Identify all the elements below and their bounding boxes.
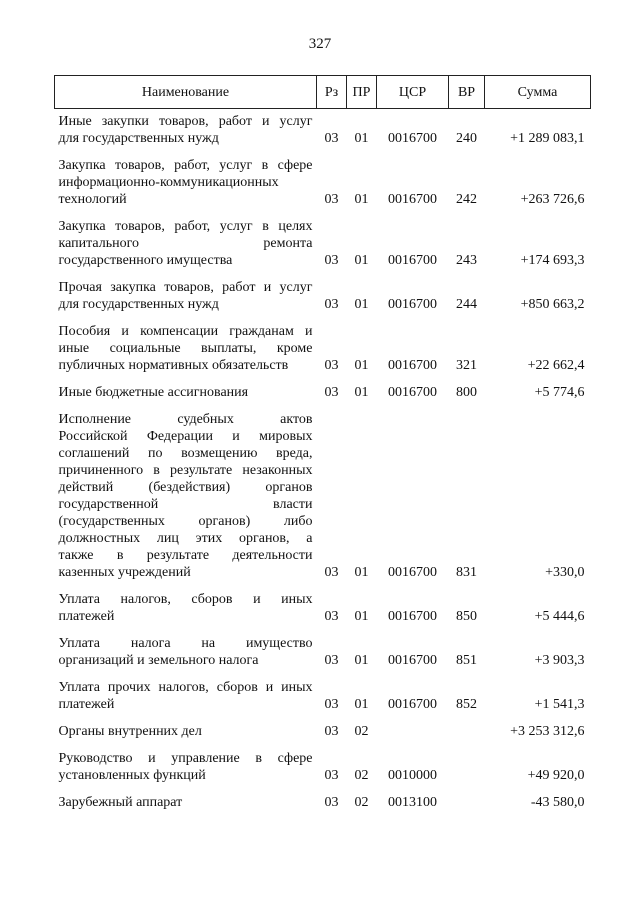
- row-name-line: капитального ремонта: [58, 236, 313, 251]
- row-name-line: государственной власти: [58, 497, 313, 512]
- row-sum-cell: -43 580,0: [530, 795, 585, 810]
- row-vr-cell: 240: [456, 131, 477, 146]
- row-csr-cell: 0016700: [388, 131, 437, 146]
- row-name-line: Зарубежный аппарат: [58, 795, 183, 810]
- row-pr-cell: 02: [354, 768, 369, 783]
- row-rz-cell: 03: [324, 795, 339, 810]
- row-name-line: Закупка товаров, работ, услуг в сфере: [58, 158, 313, 173]
- row-csr-cell: 0016700: [388, 385, 437, 400]
- row-pr-cell: 01: [354, 385, 369, 400]
- row-pr-cell: 01: [354, 192, 369, 207]
- row-name-cell: [55, 746, 317, 790]
- row-rz-cell: 03: [324, 609, 339, 624]
- column-header-csr: ЦСР: [377, 76, 449, 109]
- row-vr-cell: 242: [456, 192, 477, 207]
- row-sum-cell: +174 693,3: [520, 253, 585, 268]
- row-vr-cell: 851: [456, 653, 477, 668]
- row-name-line: для государственных нужд: [58, 131, 219, 146]
- row-name-cell: [55, 719, 317, 746]
- row-csr-cell: 0016700: [388, 653, 437, 668]
- row-name-line: соглашений по возмещению вреда,: [58, 446, 313, 461]
- column-header-sum: Сумма: [485, 76, 591, 109]
- row-sum-cell: +5 444,6: [534, 609, 585, 624]
- table-row: [55, 214, 591, 275]
- table-row: [55, 587, 591, 631]
- table-row: [55, 407, 591, 587]
- row-name-cell: [55, 319, 317, 380]
- row-name-line: причиненного в результате незаконных: [58, 463, 313, 478]
- row-pr-cell: 01: [354, 253, 369, 268]
- row-pr-cell: 02: [354, 724, 369, 739]
- row-name-cell: [55, 790, 317, 817]
- table-header-row: [55, 76, 591, 109]
- row-csr-cell: 0016700: [388, 565, 437, 580]
- row-rz-cell: 03: [324, 565, 339, 580]
- row-name-line: казенных учреждений: [58, 565, 191, 580]
- row-rz-cell: 03: [324, 768, 339, 783]
- row-pr-cell: 01: [354, 565, 369, 580]
- row-sum-cell: +3 903,3: [534, 653, 585, 668]
- row-csr-cell: 0016700: [388, 358, 437, 373]
- row-name-line: Уплата прочих налогов, сборов и иных: [58, 680, 313, 695]
- row-vr-cell: 243: [456, 253, 477, 268]
- table-body: [55, 109, 591, 818]
- row-name-cell: [55, 109, 317, 154]
- row-name-cell: [55, 275, 317, 319]
- row-sum-cell: +263 726,6: [520, 192, 585, 207]
- row-pr-cell: 02: [354, 795, 369, 810]
- row-rz-cell: 03: [324, 724, 339, 739]
- row-name-line: Уплата налогов, сборов и иных: [58, 592, 313, 607]
- column-header-vr: ВР: [449, 76, 485, 109]
- row-name-line: установленных функций: [58, 768, 206, 783]
- table-row: [55, 746, 591, 790]
- budget-table-container: [54, 75, 590, 817]
- table-row: [55, 675, 591, 719]
- row-name-line: также в результате деятельности: [58, 548, 313, 563]
- row-name-line: Органы внутренних дел: [58, 724, 202, 739]
- row-name-line: иные социальные выплаты, кроме: [58, 341, 313, 356]
- row-pr-cell: 01: [354, 358, 369, 373]
- row-name-line: должностных лиц этих органов, а: [58, 531, 313, 546]
- row-name-cell: [55, 587, 317, 631]
- row-name-line: Руководство и управление в сфере: [58, 751, 313, 766]
- row-name-cell: [55, 631, 317, 675]
- row-csr-cell: 0010000: [388, 768, 437, 783]
- table-row: [55, 380, 591, 407]
- row-rz-cell: 03: [324, 358, 339, 373]
- row-name-line: Исполнение судебных актов: [58, 412, 313, 427]
- row-name-line: организаций и земельного налога: [58, 653, 259, 668]
- row-name-cell: [55, 153, 317, 214]
- table-row: [55, 275, 591, 319]
- row-csr-cell: 0016700: [388, 192, 437, 207]
- row-rz-cell: 03: [324, 653, 339, 668]
- row-name-line: действий (бездействия) органов: [58, 480, 313, 495]
- table-row: [55, 319, 591, 380]
- table-row: [55, 109, 591, 154]
- row-name-line: Российской Федерации и мировых: [58, 429, 313, 444]
- row-name-line: (государственных органов) либо: [58, 514, 313, 529]
- row-name-cell: [55, 407, 317, 587]
- row-pr-cell: 01: [354, 131, 369, 146]
- row-sum-cell: +1 541,3: [534, 697, 585, 712]
- row-pr-cell: 01: [354, 697, 369, 712]
- row-rz-cell: 03: [324, 385, 339, 400]
- table-row: [55, 719, 591, 746]
- row-csr-cell: 0016700: [388, 697, 437, 712]
- row-rz-cell: 03: [324, 131, 339, 146]
- row-name-line: технологий: [58, 192, 127, 207]
- row-pr-cell: 01: [354, 297, 369, 312]
- row-rz-cell: 03: [324, 192, 339, 207]
- row-csr-cell: 0016700: [388, 297, 437, 312]
- row-name-cell: [55, 214, 317, 275]
- row-name-line: Закупка товаров, работ, услуг в целях: [58, 219, 313, 234]
- row-sum-cell: +1 289 083,1: [510, 131, 585, 146]
- row-name-line: для государственных нужд: [58, 297, 219, 312]
- column-header-pr: ПР: [347, 76, 377, 109]
- row-name-cell: [55, 380, 317, 407]
- row-name-cell: [55, 675, 317, 719]
- row-csr-cell: 0016700: [388, 609, 437, 624]
- row-vr-cell: [449, 719, 485, 746]
- row-csr-cell: 0016700: [388, 253, 437, 268]
- row-sum-cell: +49 920,0: [527, 768, 585, 783]
- table-row: [55, 153, 591, 214]
- row-name-line: Иные бюджетные ассигнования: [58, 385, 249, 400]
- row-vr-cell: 852: [456, 697, 477, 712]
- row-vr-cell: 321: [456, 358, 477, 373]
- row-sum-cell: +330,0: [545, 565, 585, 580]
- column-header-rz: Рз: [317, 76, 347, 109]
- row-name-line: платежей: [58, 697, 115, 712]
- row-csr-cell: [377, 719, 449, 746]
- row-name-line: публичных нормативных обязательств: [58, 358, 289, 373]
- row-rz-cell: 03: [324, 697, 339, 712]
- row-vr-cell: 831: [456, 565, 477, 580]
- row-rz-cell: 03: [324, 253, 339, 268]
- row-name-line: платежей: [58, 609, 115, 624]
- row-name-line: Иные закупки товаров, работ и услуг: [58, 114, 313, 129]
- row-sum-cell: +3 253 312,6: [510, 724, 585, 739]
- row-sum-cell: +22 662,4: [527, 358, 585, 373]
- row-name-line: Прочая закупка товаров, работ и услуг: [58, 280, 313, 295]
- table-row: [55, 631, 591, 675]
- budget-table: [54, 75, 591, 817]
- row-name-line: Пособия и компенсации гражданам и: [58, 324, 313, 339]
- row-vr-cell: [449, 746, 485, 790]
- row-pr-cell: 01: [354, 653, 369, 668]
- row-vr-cell: 800: [456, 385, 477, 400]
- row-pr-cell: 01: [354, 609, 369, 624]
- row-sum-cell: +850 663,2: [520, 297, 585, 312]
- row-name-line: информационно-коммуникационных: [58, 175, 279, 190]
- row-vr-cell: [449, 790, 485, 817]
- row-rz-cell: 03: [324, 297, 339, 312]
- row-sum-cell: +5 774,6: [534, 385, 585, 400]
- row-vr-cell: 244: [456, 297, 477, 312]
- row-name-line: Уплата налога на имущество: [58, 636, 313, 651]
- row-name-line: государственного имущества: [58, 253, 233, 268]
- table-row: [55, 790, 591, 817]
- row-vr-cell: 850: [456, 609, 477, 624]
- page-number: 327: [308, 36, 332, 52]
- column-header-name: Наименование: [55, 76, 317, 109]
- row-csr-cell: 0013100: [388, 795, 437, 810]
